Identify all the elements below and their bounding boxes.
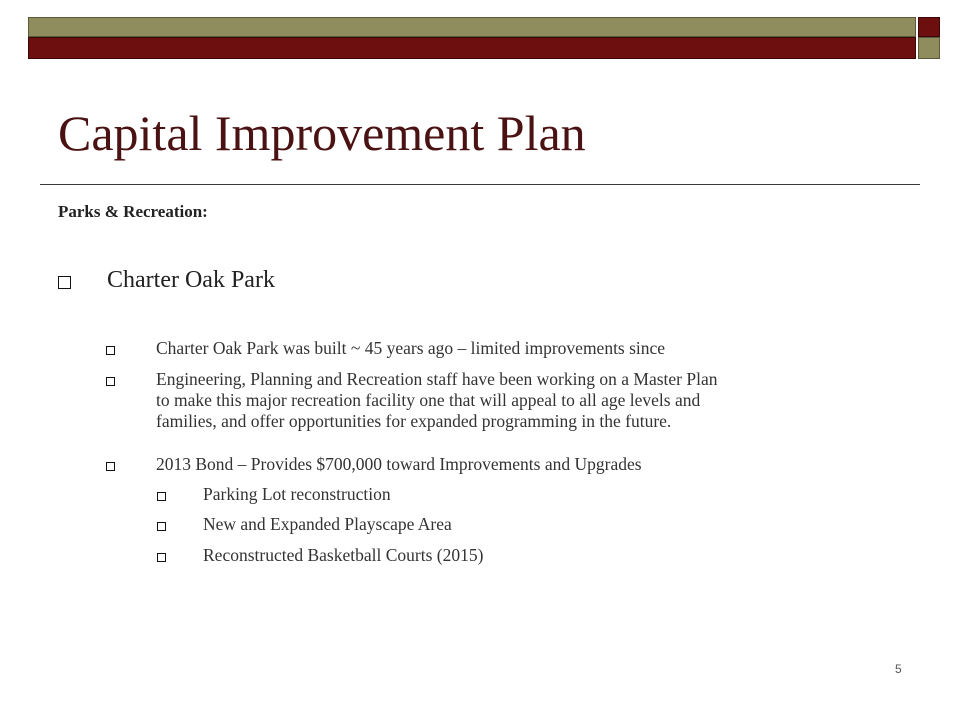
bullet-item: 2013 Bond – Provides $700,000 toward Improvements and Upgrades: [156, 454, 642, 474]
slide-subtitle: Parks & Recreation:: [58, 202, 208, 221]
header-corner-square-olive: [918, 37, 940, 59]
sub-bullet-item: Reconstructed Basketball Courts (2015): [203, 545, 484, 565]
bullet-item-line: Engineering, Planning and Recreation staff have been working on a Master Plan: [156, 369, 718, 389]
bullet-item-line: families, and offer opportunities for expanded programming in the future.: [156, 411, 672, 431]
hollow-square-icon: [157, 553, 166, 562]
hollow-square-icon: [157, 492, 166, 501]
park-heading: Charter Oak Park: [107, 267, 275, 293]
header-band-maroon: [28, 37, 916, 59]
hollow-square-icon: [58, 276, 71, 289]
header-band-olive: [28, 17, 916, 37]
slide-title: Capital Improvement Plan: [58, 105, 586, 161]
sub-bullet-item: New and Expanded Playscape Area: [203, 514, 452, 534]
hollow-square-icon: [106, 346, 115, 355]
hollow-square-icon: [106, 462, 115, 471]
sub-bullet-item: Parking Lot reconstruction: [203, 484, 391, 504]
bullet-item: Charter Oak Park was built ~ 45 years ago – limited improvements since: [156, 338, 666, 358]
hollow-square-icon: [157, 522, 166, 531]
bullet-item-line: to make this major recreation facility one that will appeal to all age levels and: [156, 390, 701, 410]
hollow-square-icon: [106, 377, 115, 386]
header-corner-square-maroon: [918, 17, 940, 37]
page-number: 5: [895, 662, 902, 676]
title-divider: [40, 184, 920, 185]
